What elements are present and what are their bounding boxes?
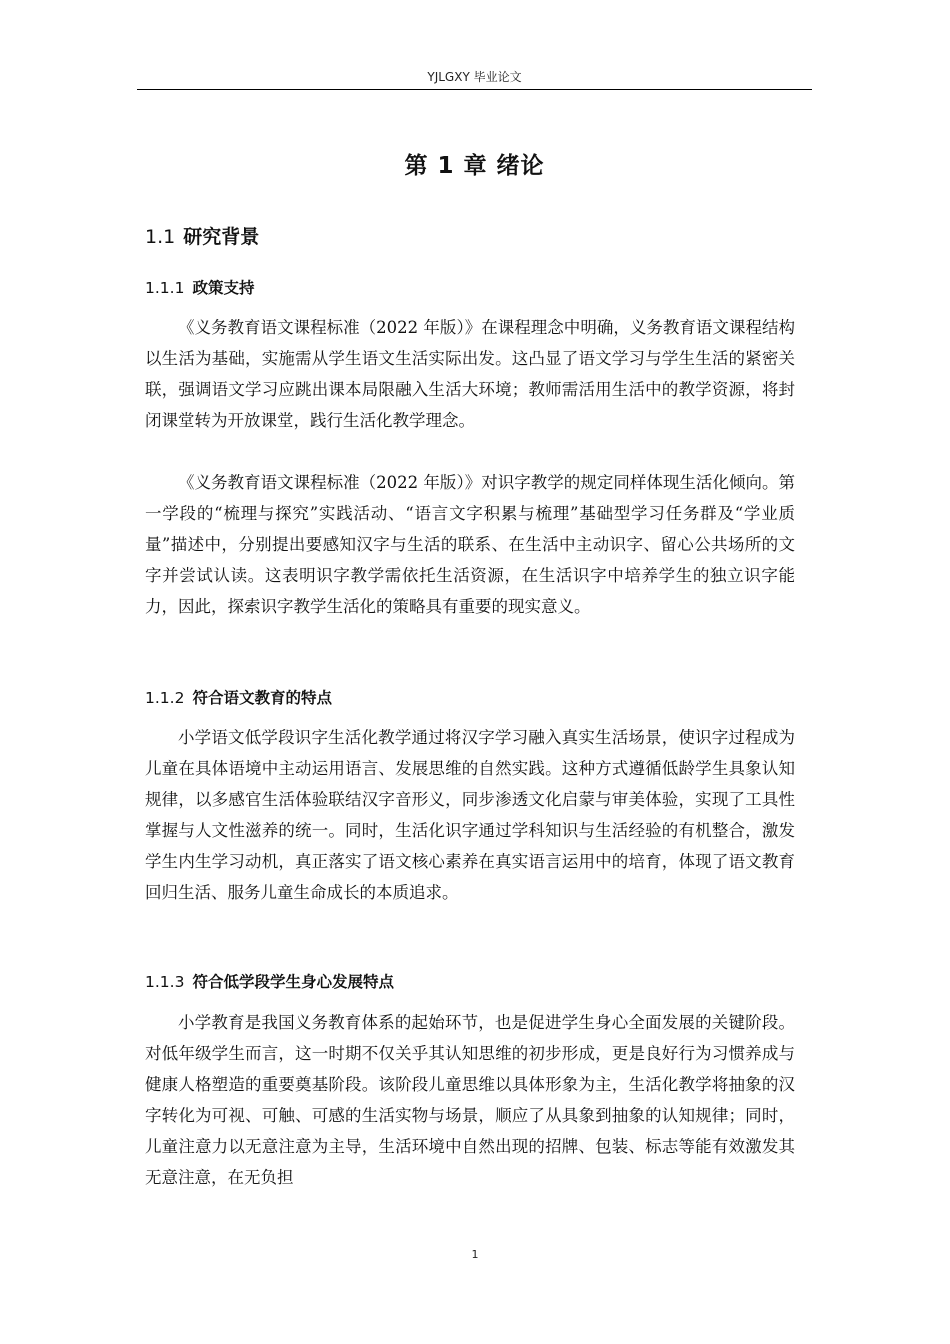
page-number: 1 [471,1248,479,1261]
subsection-heading-1-1-2 [145,686,332,708]
header-rule [137,89,812,90]
subsection-number: 1.1.2 [145,689,185,707]
running-header: YJLGXY 毕业论文 [427,70,522,84]
subsection-title: 符合语文教育的特点 [192,689,332,707]
subsection-title: 政策支持 [192,279,255,297]
subsection-number: 1.1.3 [145,973,185,991]
chapter-title: 第 1 章 绪论 [404,153,545,179]
section-title: 研究背景 [183,226,260,248]
section-heading-1-1 [145,222,259,249]
subsection-heading-1-1-3 [145,970,394,992]
paragraph-chinese-education: 小学语文低学段识字生活化教学通过将汉字学习融入真实生活场景，使识字过程成为儿童在具体语境中主动运用语言、发展思维的自然实践。这种方式遵循低龄学生具象认知规律，以多感官生活体验联结汉字音形义，同步渗透文化启蒙与审美体验，实现了工具性掌握与人文性滋养的统一。同时，生活化识字通过学科知识与生活经验的有机整合，激发学生内生学习动机，真正落实了语文核心素养在真实语言运用中的培育，体现了语文教育回归生活、服务儿童生命成长的本质追求。 [145,728,795,902]
paragraph-policy-2: 《义务教育语文课程标准（2022 年版）》对识字教学的规定同样体现生活化倾向。第一学段的“梳理与探究”实践活动、“语言文字积累与梳理”基础型学习任务群及“学业质量”描述中，分别提出要感知汉字与生活的联系、在生活中主动识字、留心公共场所的文字并尝试认读。这表明识字教学需依托生活资源，在生活识字中培养学生的独立识字能力，因此，探索识字教学生活化的策略具有重要的现实意义。 [145,473,795,616]
paragraph-policy-1: 《义务教育语文课程标准（2022 年版）》在课程理念中明确，义务教育语文课程结构以生活为基础，实施需从学生语文生活实际出发。这凸显了语文学习与学生生活的紧密关联，强调语文学习应跳出课本局限融入生活大环境；教师需活用生活中的教学资源，将封闭课堂转为开放课堂，践行生活化教学理念。 [145,318,795,430]
paragraph-development: 小学教育是我国义务教育体系的起始环节，也是促进学生身心全面发展的关键阶段。对低年级学生而言，这一时期不仅关乎其认知思维的初步形成，更是良好行为习惯养成与健康人格塑造的重要奠基阶段。该阶段儿童思维以具体形象为主，生活化教学将抽象的汉字转化为可视、可触、可感的生活实物与场景，顺应了从具象到抽象的认知规律；同时，儿童注意力以无意注意为主导，生活环境中自然出现的招牌、包装、标志等能有效激发其无意注意，在无负担 [145,1013,795,1187]
subsection-title: 符合低学段学生身心发展特点 [192,973,394,991]
subsection-heading-1-1-1 [145,276,254,298]
subsection-number: 1.1.1 [145,279,185,297]
section-number: 1.1 [145,226,176,248]
